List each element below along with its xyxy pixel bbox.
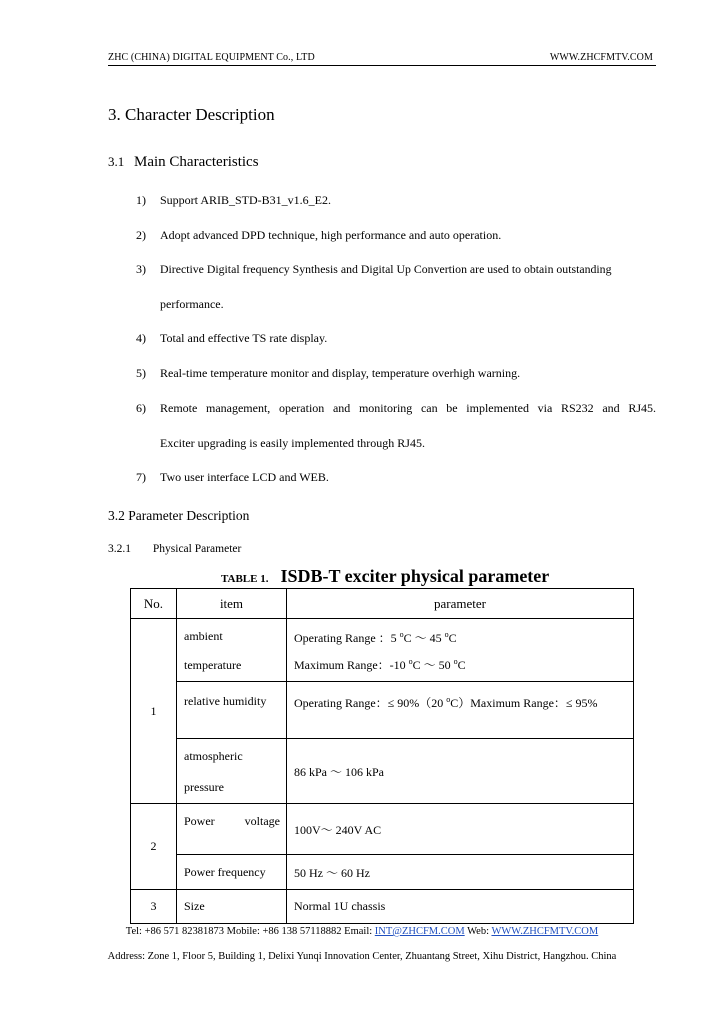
- degree-symbol: o: [453, 657, 458, 666]
- table-caption-label: TABLE 1.: [221, 573, 269, 585]
- subsection-3-1-title: Main Characteristics: [134, 154, 259, 170]
- subsection-3-2-1-heading: [108, 543, 241, 555]
- list-item: [136, 470, 656, 486]
- list-item-number: 2): [136, 228, 146, 242]
- table-caption: [221, 566, 549, 587]
- param-text: C: [448, 631, 457, 645]
- param-text: C: [457, 658, 466, 672]
- table-caption-title: ISDB-T exciter physical parameter: [280, 566, 550, 586]
- list-item: [136, 193, 656, 209]
- subsection-3-2-1-number: 3.2.1: [108, 543, 131, 555]
- list-item: [136, 331, 656, 347]
- footer-web-link[interactable]: WWW.ZHCFMTV.COM: [491, 926, 599, 937]
- row-number: 1: [131, 619, 177, 804]
- subsection-3-2-title: 3.2 Parameter Description: [108, 508, 250, 523]
- list-item-text: Directive Digital frequency Synthesis and Digital Up Convertion are used to obtain outstanding: [160, 262, 612, 276]
- degree-symbol: o: [444, 630, 449, 639]
- table-header-row: [131, 589, 634, 619]
- header-company: ZHC (CHINA) DIGITAL EQUIPMENT Co., LTD: [108, 52, 315, 63]
- cell-item-size: Size: [177, 890, 287, 924]
- cell-item-power-frequency: Power frequency: [177, 855, 287, 890]
- item-line: temperature: [184, 658, 242, 672]
- cell-param-humidity: [287, 682, 634, 739]
- list-item-text: Real-time temperature monitor and display, temperature overhigh warning.: [160, 366, 521, 380]
- row-number: 2: [131, 804, 177, 890]
- param-text: Maximum Range：-10: [294, 658, 409, 672]
- table-header-no: No.: [131, 589, 177, 619]
- footer-web-label: Web:: [464, 926, 492, 937]
- item-word: voltage: [244, 814, 280, 828]
- list-item-number: 1): [136, 193, 146, 207]
- header-divider: [108, 65, 656, 66]
- param-operating-range: [294, 629, 633, 646]
- list-item-number: 6): [136, 401, 146, 415]
- list-item-text: Two user interface LCD and WEB.: [160, 470, 329, 484]
- degree-symbol: o: [408, 657, 413, 666]
- list-item-text: Support ARIB_STD-B31_v1.6_E2.: [160, 193, 332, 207]
- list-item: [136, 401, 656, 417]
- list-item-text: Adopt advanced DPD technique, high performance and auto operation.: [160, 228, 502, 242]
- list-item-text: Remote management, operation and monitoring can be implemented via RS232 and RJ45.: [160, 401, 656, 415]
- param-text: C ～ 50: [412, 658, 454, 672]
- cell-param-temperature: [287, 619, 634, 682]
- list-item-number: 5): [136, 366, 146, 380]
- footer-address: Address: Zone 1, Floor 5, Building 1, Delixi Yunqi Innovation Center, Zhuantang Street, Xihu District, Hangzhou. China: [107, 951, 617, 962]
- param-text: C）Maximum Range：≤ 95%: [450, 696, 598, 710]
- cell-item-relative-humidity: relative humidity: [177, 682, 287, 739]
- list-item-number: 7): [136, 470, 146, 484]
- list-item-text-continued: performance.: [160, 297, 224, 311]
- param-text: C ～ 45: [403, 631, 445, 645]
- physical-parameter-table: [130, 588, 634, 924]
- table-row: [131, 682, 634, 739]
- item-line: atmospheric: [184, 749, 243, 763]
- footer-contact-text: Tel: +86 571 82381873 Mobile: +86 138 57118882 Email:: [125, 926, 375, 937]
- header-website: WWW.ZHCFMTV.COM: [549, 52, 653, 63]
- subsection-3-1-heading: [108, 154, 259, 171]
- list-item: [136, 366, 656, 382]
- table-header-item: item: [177, 589, 287, 619]
- table-row: [131, 619, 634, 682]
- degree-symbol: o: [446, 695, 451, 704]
- item-line: ambient: [184, 629, 223, 643]
- table-row: [131, 804, 634, 855]
- cell-param-frequency: 50 Hz ～ 60 Hz: [287, 855, 634, 890]
- list-item-number: 4): [136, 331, 146, 345]
- list-item-number: 3): [136, 262, 146, 276]
- list-item: [136, 228, 656, 244]
- list-item-text: Total and effective TS rate display.: [160, 331, 328, 345]
- cell-param-pressure: 86 kPa ～ 106 kPa: [287, 739, 634, 804]
- table-row: [131, 855, 634, 890]
- param-text: Operating Range：≤ 90%（20: [294, 696, 447, 710]
- param-maximum-range: [294, 656, 633, 673]
- list-item: [136, 262, 656, 278]
- list-item-text-continued: Exciter upgrading is easily implemented through RJ45.: [160, 436, 425, 450]
- cell-param-size: Normal 1U chassis: [287, 890, 634, 924]
- cell-item-power-voltage: [177, 804, 287, 855]
- footer-email-link[interactable]: INT@ZHCFM.COM: [374, 926, 465, 937]
- item-line: pressure: [184, 780, 224, 794]
- cell-item-ambient-temperature: [177, 619, 287, 682]
- table-row: [131, 890, 634, 924]
- item-word: Power: [184, 814, 215, 828]
- footer-contact: [0, 926, 724, 937]
- table-row: [131, 739, 634, 804]
- param-text: Operating Range ：5: [294, 631, 400, 645]
- cell-param-voltage: 100V～ 240V AC: [287, 804, 634, 855]
- row-number: 3: [131, 890, 177, 924]
- subsection-3-2-1-title: Physical Parameter: [152, 543, 242, 555]
- section-title: 3. Character Description: [108, 105, 275, 124]
- degree-symbol: o: [399, 630, 404, 639]
- cell-item-atmospheric-pressure: [177, 739, 287, 804]
- subsection-3-1-number: 3.1: [108, 154, 125, 169]
- table-header-parameter: parameter: [287, 589, 634, 619]
